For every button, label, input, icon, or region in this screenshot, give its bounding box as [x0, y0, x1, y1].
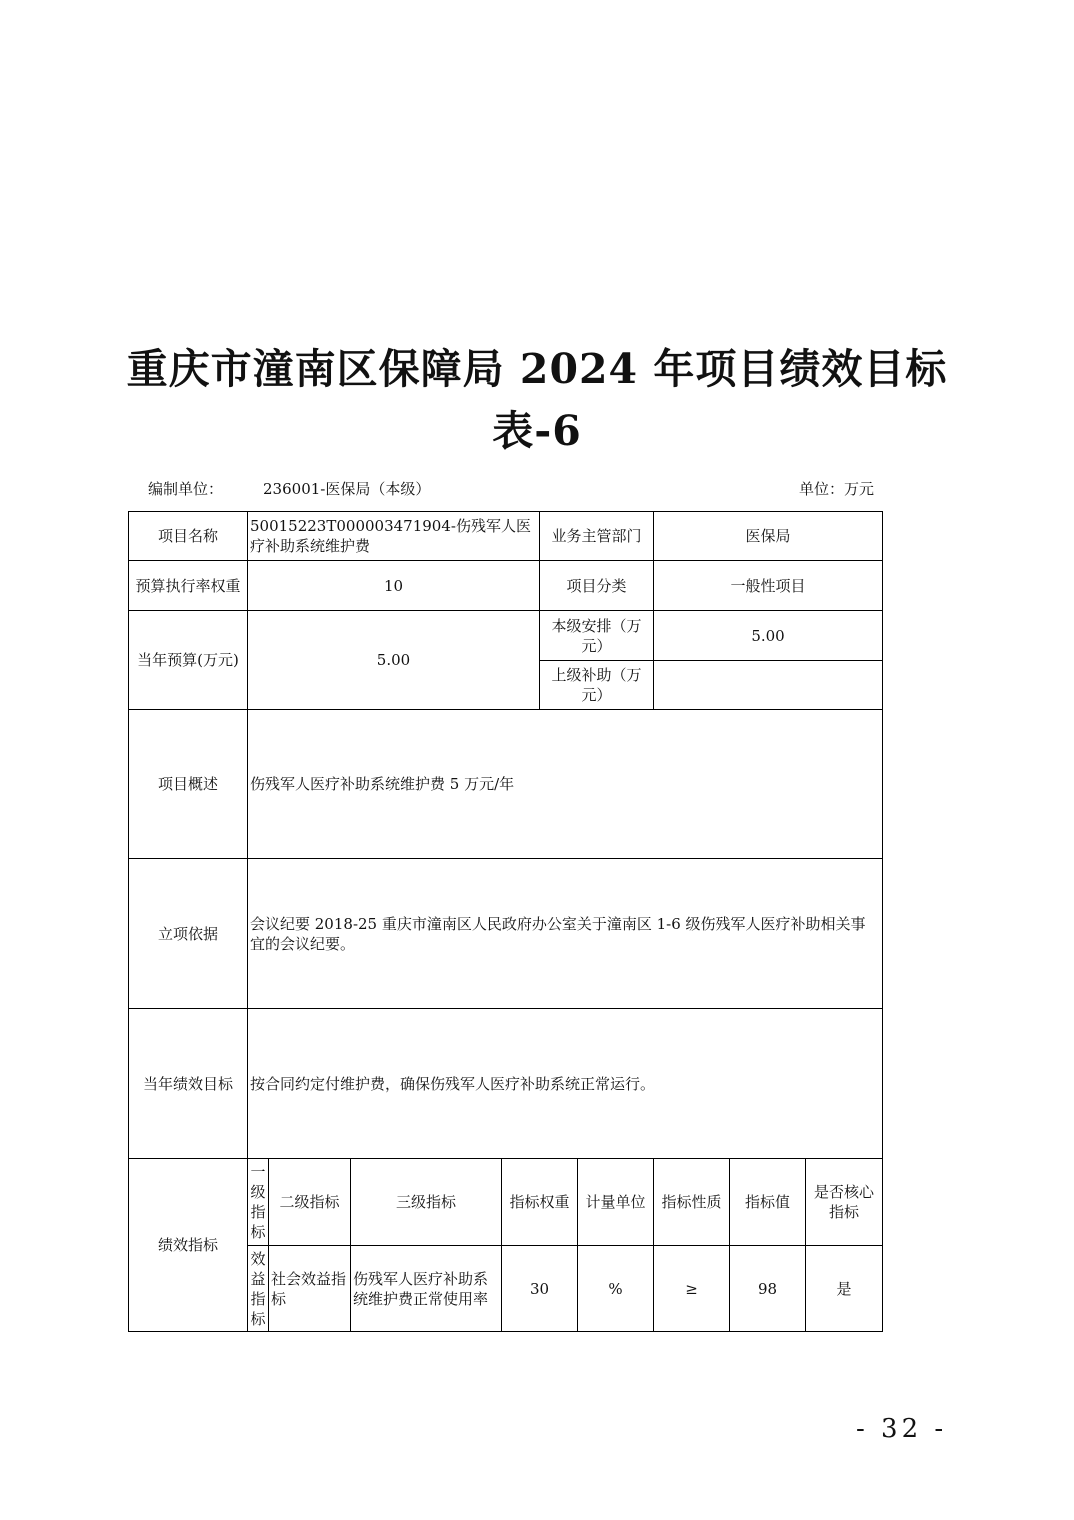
prep-unit — [148, 478, 430, 499]
header-unit: 计量单位 — [578, 1159, 654, 1246]
superior-value — [654, 661, 883, 710]
prep-unit-label: 编制单位： — [148, 480, 224, 498]
overview-value: 伤残军人医疗补助系统维护费 5 万元/年 — [248, 710, 883, 859]
dept-label: 业务主管部门 — [540, 512, 654, 561]
header-level2: 二级指标 — [269, 1159, 351, 1246]
header-core: 是否核心指标 — [806, 1159, 883, 1246]
header-level3: 三级指标 — [351, 1159, 502, 1246]
superior-label: 上级补助（万元） — [540, 661, 654, 710]
budget-value: 5.00 — [248, 611, 540, 710]
basis-value: 会议纪要 2018-25 重庆市潼南区人民政府办公室关于潼南区 1-6 级伤残军人医疗补助相关事宜的会议纪要。 — [248, 859, 883, 1009]
header-nature: 指标性质 — [654, 1159, 730, 1246]
goal-label: 当年绩效目标 — [129, 1009, 248, 1159]
row-level3: 伤残军人医疗补助系统维护费正常使用率 — [351, 1246, 502, 1332]
exec-weight-value: 10 — [248, 561, 540, 611]
row-core: 是 — [806, 1246, 883, 1332]
basis-label: 立项依据 — [129, 859, 248, 1009]
row-level2: 社会效益指标 — [269, 1246, 351, 1332]
goal-value: 按合同约定付维护费，确保伤残军人医疗补助系统正常运行。 — [248, 1009, 883, 1159]
page-number: - 32 - — [856, 1414, 948, 1444]
header-weight: 指标权重 — [502, 1159, 578, 1246]
title-line-1: 重庆市潼南区保障局 2024 年项目绩效目标 — [126, 345, 948, 393]
row-unit: % — [578, 1246, 654, 1332]
header-value: 指标值 — [730, 1159, 806, 1246]
row-level1: 效益指标 — [248, 1246, 269, 1332]
page-title — [0, 338, 1074, 462]
row-weight: 30 — [502, 1246, 578, 1332]
exec-weight-label: 预算执行率权重 — [129, 561, 248, 611]
currency-unit: 单位：万元 — [799, 480, 875, 498]
header-level1: 一级指标 — [248, 1159, 269, 1246]
project-name-value: 50015223T000003471904-伤残军人医疗补助系统维护费 — [248, 512, 540, 561]
prep-unit-value: 236001-医保局（本级） — [263, 480, 431, 498]
indicator-label: 绩效指标 — [129, 1159, 248, 1332]
local-value: 5.00 — [654, 611, 883, 661]
title-line-2: 表-6 — [492, 407, 582, 455]
dept-value: 医保局 — [654, 512, 883, 561]
local-label: 本级安排（万元） — [540, 611, 654, 661]
category-value: 一般性项目 — [654, 561, 883, 611]
category-label: 项目分类 — [540, 561, 654, 611]
budget-label: 当年预算(万元) — [129, 611, 248, 710]
overview-label: 项目概述 — [129, 710, 248, 859]
project-name-label: 项目名称 — [129, 512, 248, 561]
performance-target-table — [128, 511, 883, 1332]
row-value: 98 — [730, 1246, 806, 1332]
row-nature: ≥ — [654, 1246, 730, 1332]
